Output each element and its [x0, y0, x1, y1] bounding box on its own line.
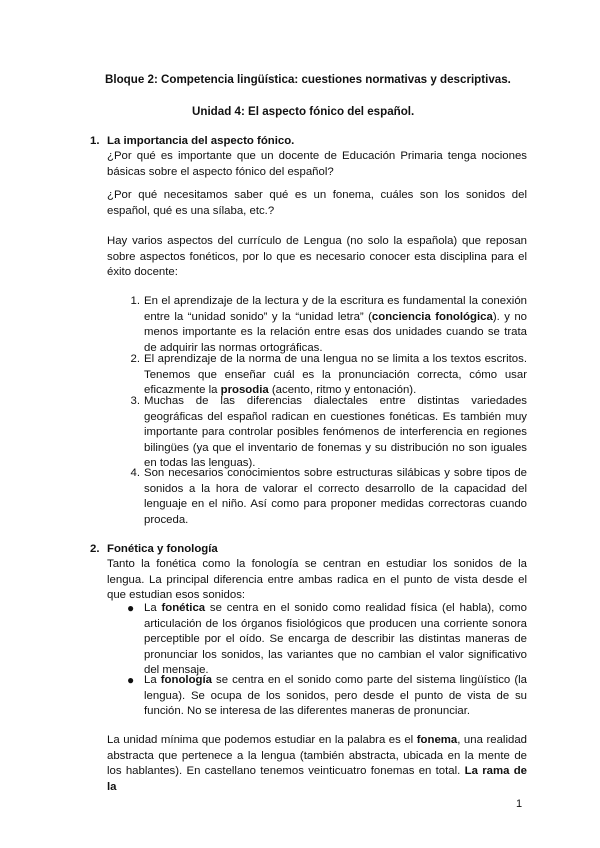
- list-item-4-number: 4.: [130, 467, 140, 479]
- list-item-2: El aprendizaje de la norma de una lengua no se limita a los textos escritos. Tenemos que enseñar cuál es la pronunciación correcta, cómo usar eficazmente la prosodia (acento, ritmo y entonación).: [144, 353, 527, 397]
- bullet-icon: ●: [127, 673, 135, 687]
- list-item-3-number: 3.: [130, 395, 140, 407]
- list-item-2-number: 2.: [130, 353, 140, 365]
- bullet-item-fonetica: La fonética se centra en el sonido como realidad física (el habla), como articulación de los órganos fisiológicos que producen una corriente sonora perceptible por el oído. Se encarga de describir las distintas maneras de pronunciar los sonidos, las variantes que no cambian el valor significativo del mensaje.: [144, 602, 527, 677]
- bullet-item-fonologia: La fonología se centra en el sonido como parte del sistema lingüístico (la lengua). Se ocupa de los sonidos, pero desde el punto de vista de su función. No se interesa de las diferentes maneras de pronunciar.: [144, 674, 527, 718]
- section-2-intro: Tanto la fonética como la fonología se centran en estudiar los sonidos de la lengua. La principal diferencia entre ambas radica en el punto de vista desde el que estudian esos sonidos:: [107, 558, 527, 602]
- list-item-4: Son necesarios conocimientos sobre estructuras silábicas y sobre tipos de sonidos a la hora de valorar el correcto desarrollo de la capacidad del lenguaje en el niño. Así como para proponer medidas correctoras cuando proceda.: [144, 467, 527, 526]
- section-1-heading: La importancia del aspecto fónico.: [107, 135, 295, 147]
- section-2-number: 2.: [90, 543, 100, 555]
- section-1-question-1: ¿Por qué es importante que un docente de Educación Primaria tenga nociones básicas sobre el aspecto fónico del español?: [107, 150, 527, 178]
- bullet-icon: ●: [127, 601, 135, 615]
- block-title: Bloque 2: Competencia lingüística: cuestiones normativas y descriptivas.: [105, 73, 511, 86]
- unit-title: Unidad 4: El aspecto fónico del español.: [192, 105, 415, 118]
- section-1-number: 1.: [90, 135, 100, 147]
- section-1-intro: Hay varios aspectos del currículo de Lengua (no solo la española) que reposan sobre aspectos fonéticos, por lo que es necesario conocer esta disciplina para el éxito docente:: [107, 235, 527, 279]
- list-item-1-number: 1.: [130, 295, 140, 307]
- list-item-1: En el aprendizaje de la lectura y de la escritura es fundamental la conexión entre la “unidad sonido” y la “unidad letra” (conciencia fonológica). y no menos importante es la relación entre esas dos unidades cuando se trata de adquirir las normas ortográficas.: [144, 295, 527, 354]
- section-2-closing: La unidad mínima que podemos estudiar en la palabra es el fonema, una realidad abstracta que pertenece a la lengua (también abstracta, ubicada en la mente de los hablantes). En castellano tenemos veinticuatro fonemas en total. La rama de la: [107, 734, 527, 793]
- section-2-heading: Fonética y fonología: [107, 543, 218, 555]
- page-number: 1: [516, 798, 523, 810]
- section-1-question-2: ¿Por qué necesitamos saber qué es un fonema, cuáles son los sonidos del español, qué es una sílaba, etc.?: [107, 189, 527, 217]
- list-item-3: Muchas de las diferencias dialectales entre distintas variedades geográficas del español radican en cuestiones fonéticas. Es también muy importante para controlar posibles fenómenos de interferencia en regiones bilingües (ya que el inventario de fonemas y su distribución no son iguales en todas las lenguas).: [144, 395, 527, 470]
